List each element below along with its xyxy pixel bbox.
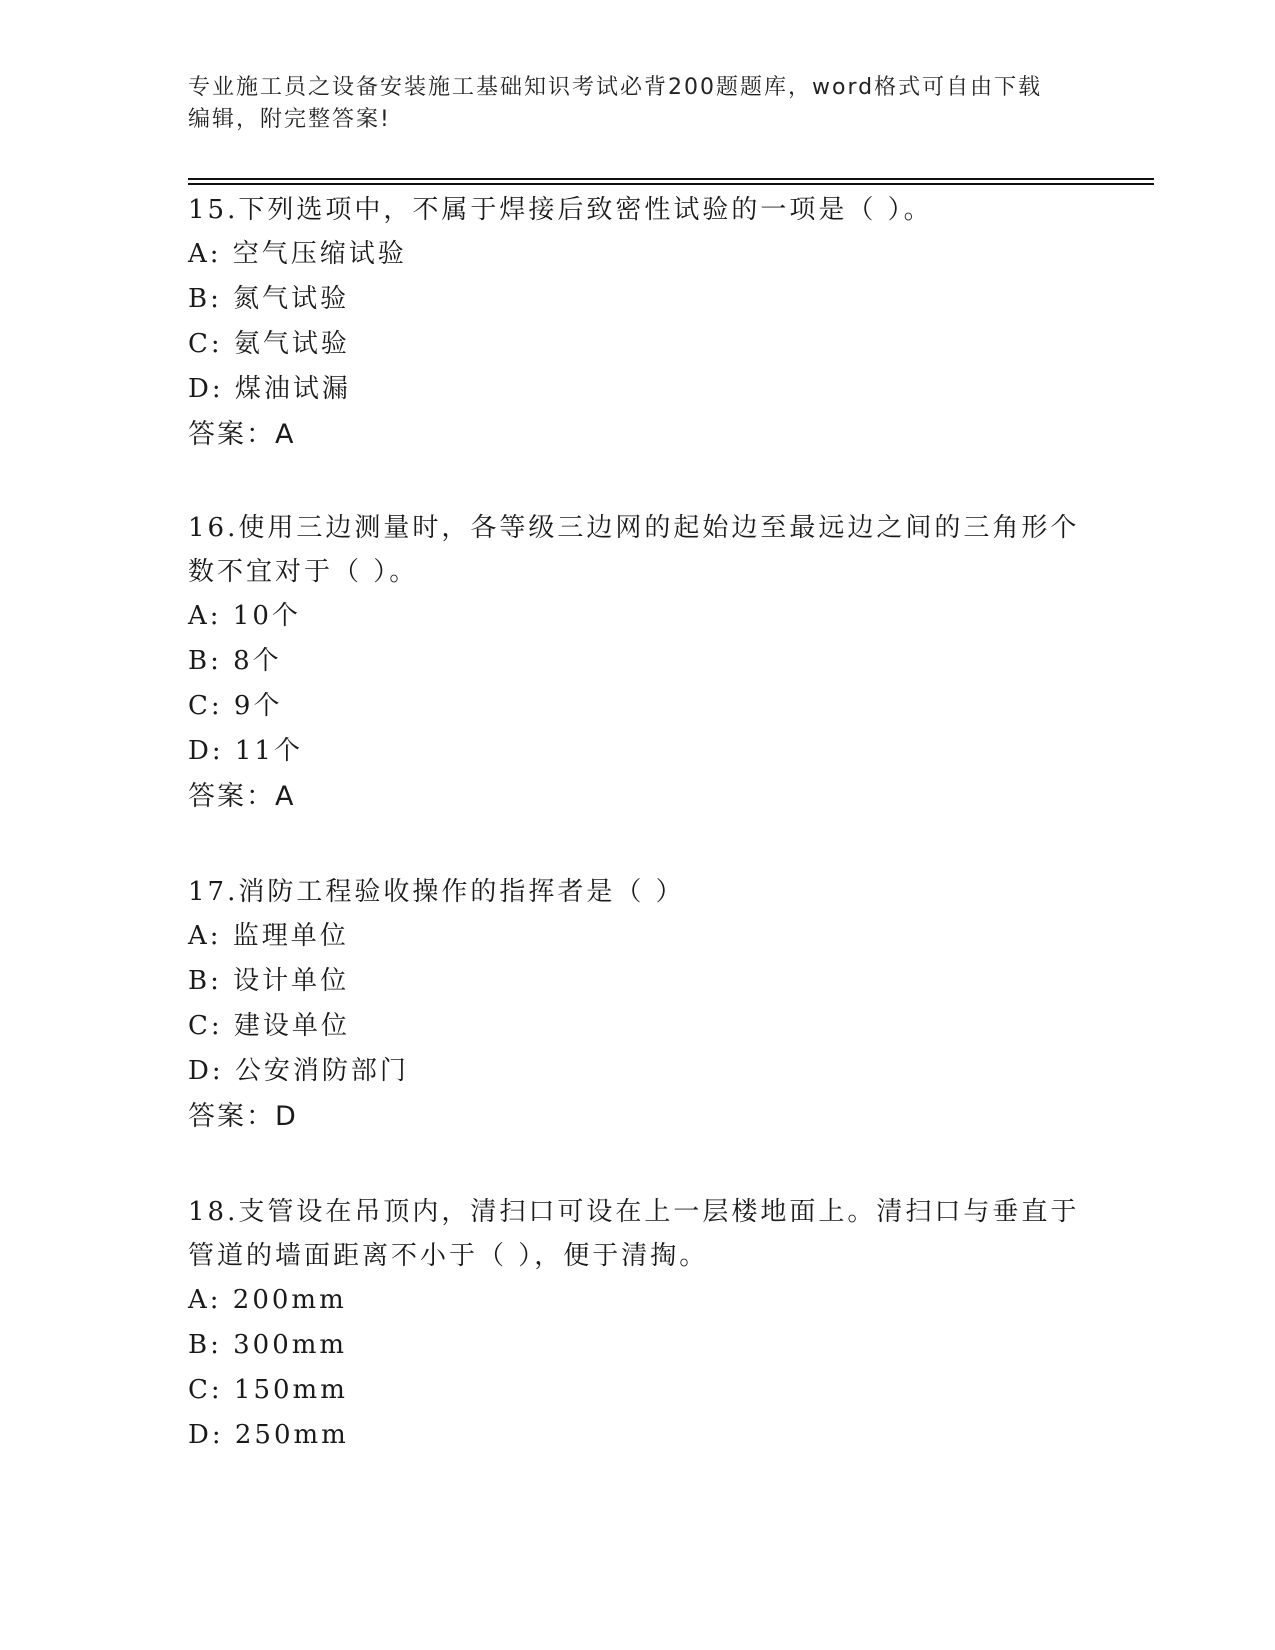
header-title-line-1: 专业施工员之设备安装施工基础知识考试必背200题题库，word格式可自由下载: [188, 75, 1043, 100]
option-a: A: 10个: [188, 601, 301, 631]
header-divider-bottom: [188, 183, 1154, 185]
answer: 答案：A: [188, 781, 296, 812]
option-d: D: 11个: [188, 736, 303, 766]
option-a: A: 空气压缩试验: [188, 239, 407, 269]
answer: 答案：D: [188, 1101, 298, 1132]
question-17: [188, 870, 1088, 1139]
question-16: [188, 506, 1088, 819]
document-header: [188, 72, 1088, 136]
question-text: 18.支管设在吊顶内，清扫口可设在上一层楼地面上。清扫口与垂直于 管道的墙面距离不小于（ ），便于清掏。: [188, 1197, 1080, 1271]
header-divider-top: [188, 178, 1154, 180]
question-15: [188, 188, 1088, 457]
option-c: C: 氨气试验: [188, 329, 350, 359]
option-b: B: 300mm: [188, 1330, 348, 1360]
option-b: B: 氮气试验: [188, 284, 350, 314]
question-18: [188, 1190, 1088, 1458]
question-text: 16.使用三边测量时，各等级三边网的起始边至最远边之间的三角形个 数不宜对于（ ）。: [188, 513, 1080, 587]
header-title-line-2: 编辑，附完整答案!: [188, 107, 391, 132]
question-text: 17.消防工程验收操作的指挥者是（ ）: [188, 877, 685, 907]
option-d: D: 煤油试漏: [188, 374, 351, 404]
option-c: C: 150mm: [188, 1375, 348, 1405]
option-c: C: 建设单位: [188, 1011, 350, 1041]
option-d: D: 公安消防部门: [188, 1056, 409, 1086]
option-c: C: 9个: [188, 691, 283, 721]
option-a: A: 200mm: [188, 1285, 347, 1315]
option-d: D: 250mm: [188, 1420, 349, 1450]
option-b: B: 设计单位: [188, 966, 350, 996]
answer: 答案：A: [188, 419, 296, 450]
question-text: 15.下列选项中，不属于焊接后致密性试验的一项是（ ）。: [188, 195, 933, 225]
option-a: A: 监理单位: [188, 921, 349, 951]
option-b: B: 8个: [188, 646, 282, 676]
